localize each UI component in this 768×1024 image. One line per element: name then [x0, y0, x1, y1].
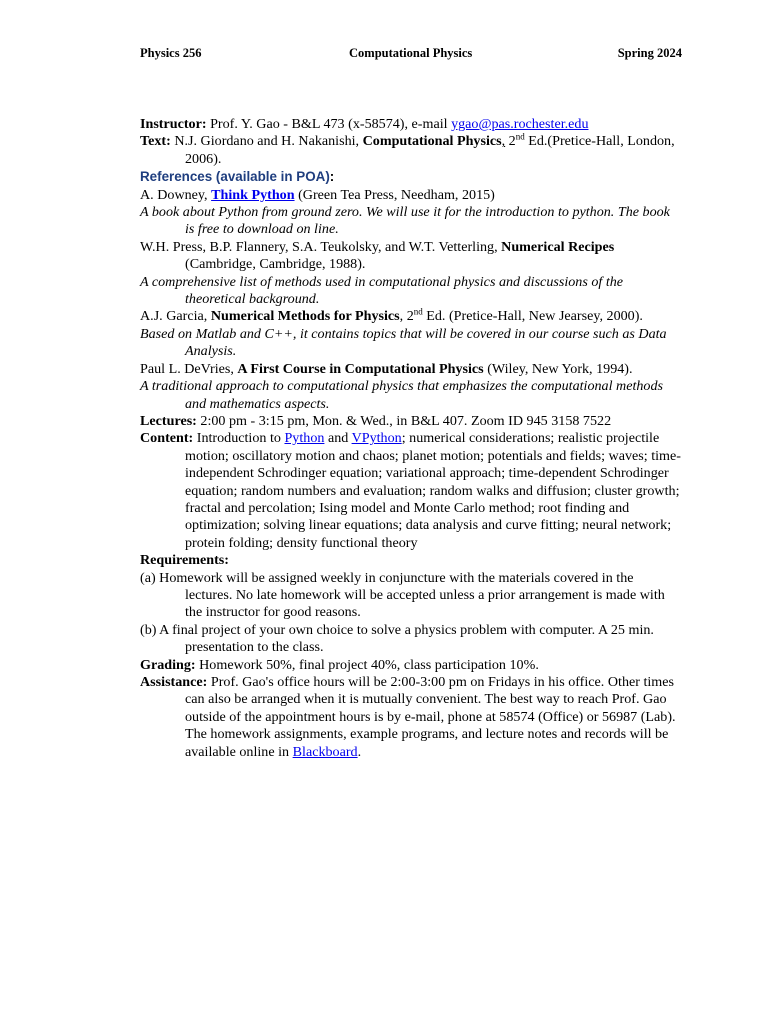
- reference-title: Numerical Methods for Physics: [210, 308, 400, 325]
- lectures-line: [140, 413, 682, 430]
- reference-item: [140, 361, 682, 378]
- assistance-label: Assistance:: [140, 674, 208, 690]
- textbook-line: [140, 133, 682, 168]
- grading-label: Grading:: [140, 656, 196, 673]
- textbook-authors: N.J. Giordano and H. Nakanishi,: [170, 133, 363, 150]
- reference-edition: , 2: [399, 308, 414, 325]
- reference-title: Numerical Recipes: [501, 238, 615, 255]
- instructor-line: [140, 116, 682, 133]
- textbook-edition-num: 2: [505, 133, 516, 150]
- course-title: Computational Physics: [349, 46, 473, 60]
- requirement-b: (b) A final project of your own choice to solve a physics problem with computer. A 25 min. presentation to the class.: [140, 621, 654, 656]
- textbook-title: Computational Physics: [362, 133, 502, 150]
- content-and: and: [324, 430, 352, 447]
- reference-publisher: (Cambridge, Cambridge, 1988).: [185, 256, 366, 273]
- content-intro: Introduction to: [193, 430, 285, 447]
- references-title: References (available in POA): [140, 169, 330, 185]
- page-header: [140, 46, 682, 62]
- requirement-a: (a) Homework will be assigned weekly in conjuncture with the materials covered in the lectures. No late homework will be accepted unless a prior arrangement is made with the instructor for good reasons.: [140, 569, 665, 621]
- textbook-rest: Ed.(Pretice-Hall, London, 2006).: [185, 133, 675, 167]
- references-colon: :: [329, 169, 335, 185]
- reference-authors: Paul L. DeVries,: [140, 360, 238, 377]
- reference-item: [140, 239, 682, 274]
- reference-authors: A. Downey,: [140, 186, 212, 203]
- assistance-paragraph: [140, 674, 682, 761]
- reference-note: Based on Matlab and C++, it contains topics that will be covered in our course such as Data Analysis.: [140, 325, 667, 360]
- reference-authors: W.H. Press, B.P. Flannery, S.A. Teukolsky, and W.T. Vetterling,: [140, 238, 502, 255]
- content-topics: ; numerical considerations; realistic projectile motion; oscillatory motion and chaos; planet motion; potentials and fields; waves; time-independent Schrodinger equation; variational approach; time-dependent Schrodinger equation; random numbers and evaluation; random walks and diffusion; cluster growth; fractal and percolation; Ising model and Monte Carlo method; root finding and optimization; solving linear equations; data analysis and curve fitting; neural network; protein folding; density functional theory: [185, 430, 681, 551]
- textbook-edition-sup: nd: [515, 131, 525, 142]
- syllabus-body: [140, 116, 682, 761]
- reference-note: A book about Python from ground zero. We will use it for the introduction to python. The book is free to download on line.: [140, 204, 670, 238]
- textbook-comma: ,: [501, 133, 506, 150]
- think-python-link[interactable]: Think Python: [211, 186, 295, 203]
- grading-line: [140, 657, 682, 674]
- lectures-text: 2:00 pm - 3:15 pm, Mon. & Wed., in B&L 407. Zoom ID 945 3158 7522: [196, 412, 612, 429]
- assistance-end: .: [357, 743, 362, 760]
- grading-text: Homework 50%, final project 40%, class participation 10%.: [195, 656, 539, 673]
- lectures-label: Lectures:: [140, 412, 197, 429]
- reference-note: A comprehensive list of methods used in computational physics and discussions of the theoretical background.: [140, 273, 624, 308]
- instructor-email-link[interactable]: ygao@pas.rochester.edu: [451, 116, 589, 132]
- textbook-label: Text:: [140, 133, 171, 150]
- reference-item: [140, 187, 682, 204]
- instructor-label: Instructor:: [140, 116, 207, 132]
- reference-authors: A.J. Garcia,: [140, 308, 211, 325]
- instructor-text: Prof. Y. Gao - B&L 473 (x-58574), e-mail: [206, 116, 452, 132]
- content-label: Content:: [140, 430, 194, 447]
- reference-title: A First Course in Computational Physics: [237, 360, 484, 377]
- references-heading: [140, 168, 682, 186]
- reference-publisher: (Wiley, New York, 1994).: [483, 360, 633, 377]
- reference-note: A traditional approach to computational physics that emphasizes the computational methods and mathematics aspects.: [140, 378, 664, 412]
- content-paragraph: [140, 430, 682, 552]
- course-number: Physics 256: [140, 46, 202, 60]
- reference-publisher: Ed. (Pretice-Hall, New Jearsey, 2000).: [422, 308, 643, 325]
- reference-item: [140, 308, 682, 325]
- term: Spring 2024: [617, 46, 682, 60]
- vpython-link[interactable]: VPython: [351, 430, 402, 447]
- requirements-label: Requirements:: [140, 552, 229, 569]
- assistance-text: Prof. Gao's office hours will be 2:00-3:00 pm on Fridays in his office. Other times can also be arranged when it is mutually convenient. The best way to reach Prof. Gao outside of the appointment hours is by e-mail, phone at 58574 (Office) or 56987 (Lab). The homework assignments, example programs, and lecture notes and records will be available online in: [185, 674, 676, 760]
- python-link[interactable]: Python: [284, 430, 325, 447]
- blackboard-link[interactable]: Blackboard: [292, 743, 358, 760]
- reference-publisher: (Green Tea Press, Needham, 2015): [294, 186, 495, 203]
- reference-edition-sup: nd: [413, 306, 423, 317]
